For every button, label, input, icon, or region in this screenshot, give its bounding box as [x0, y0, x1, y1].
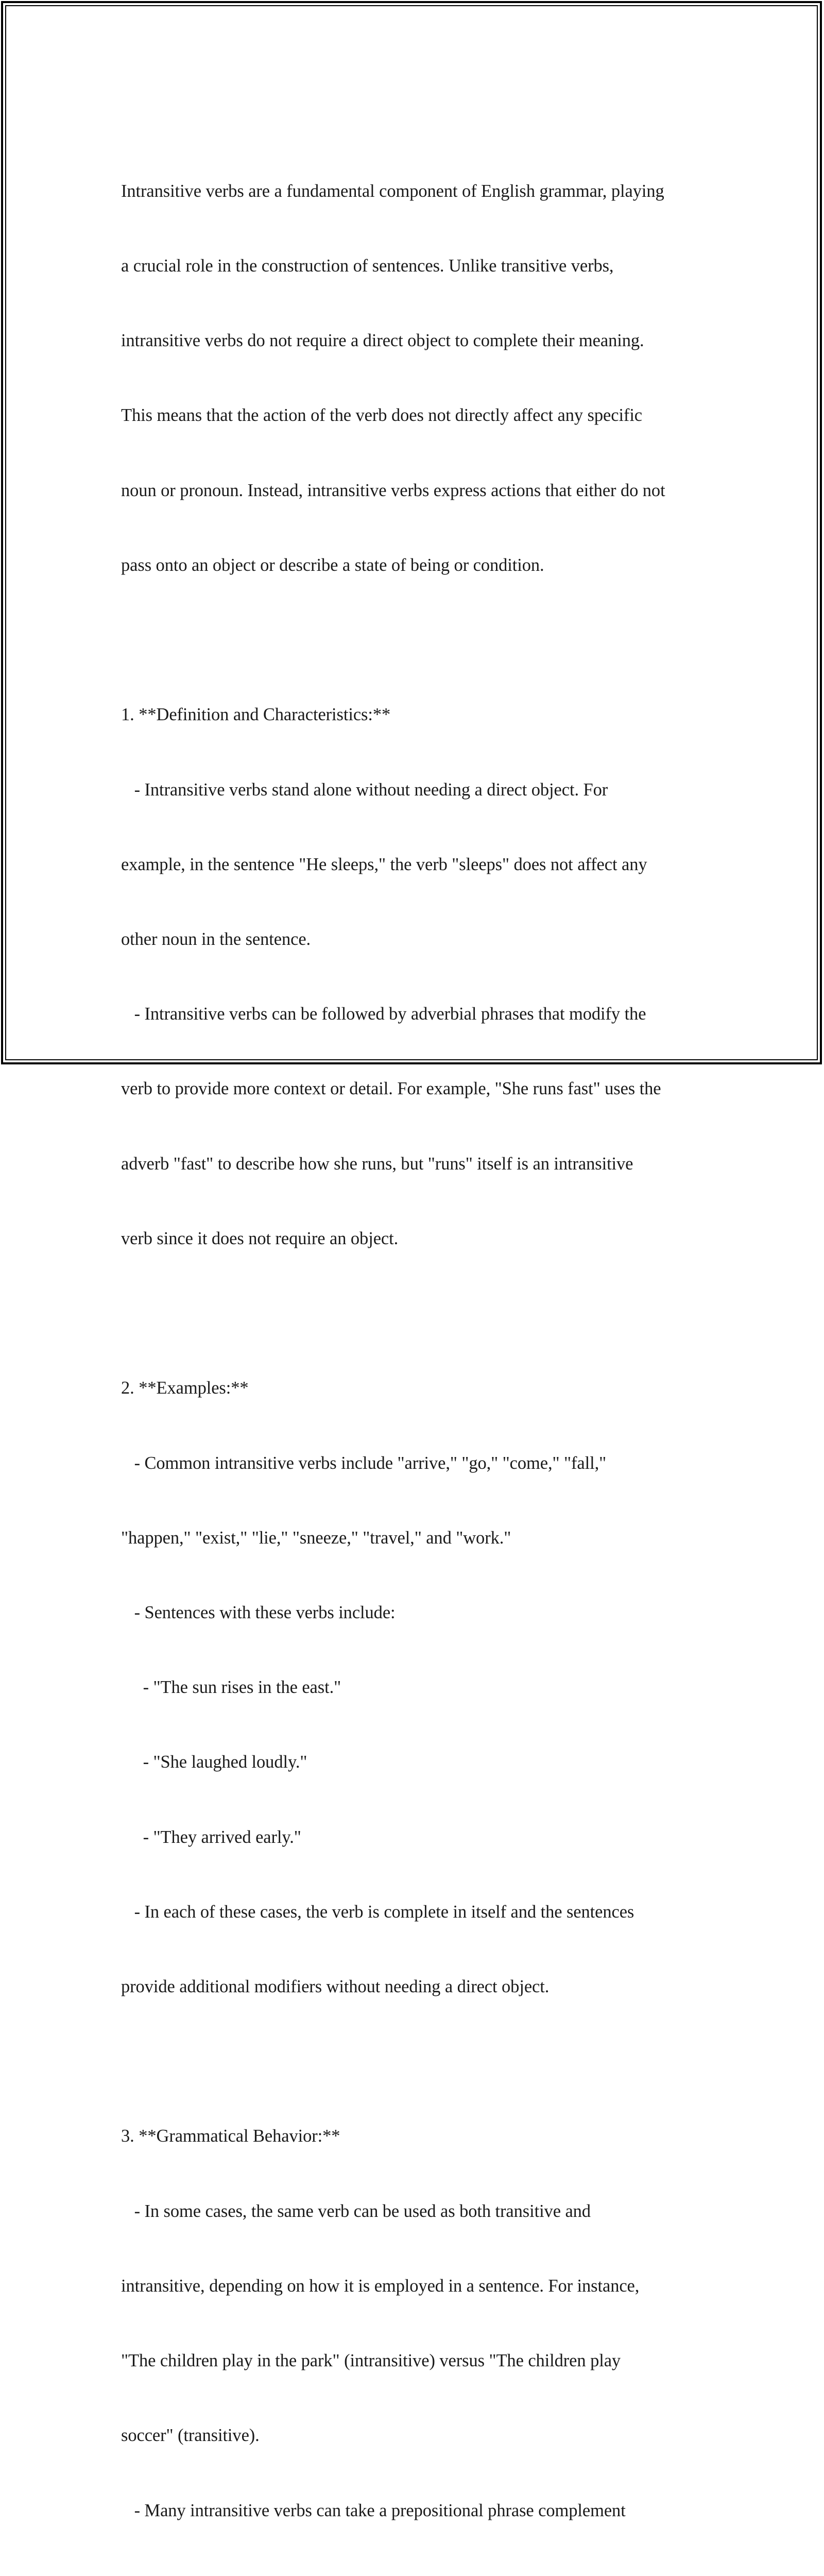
text-line: Intransitive verbs are a fundamental component of English grammar, playing — [121, 181, 664, 201]
text-line: - In each of these cases, the verb is complete in itself and the sentences — [121, 1902, 634, 1922]
text-line: - In some cases, the same verb can be used as both transitive and — [121, 2201, 591, 2221]
text-line: - "She laughed loudly." — [121, 1752, 307, 1772]
text-line: example, in the sentence "He sleeps," the verb "sleeps" does not affect any — [121, 854, 647, 874]
blank-line — [121, 1301, 718, 1326]
document-body — [121, 129, 718, 2576]
text-line: noun or pronoun. Instead, intransitive verbs express actions that either do not — [121, 480, 665, 500]
text-line: "happen," "exist," "lie," "sneeze," "travel," and "work." — [121, 1528, 511, 1548]
section-heading: 1. **Definition and Characteristics:** — [121, 705, 391, 725]
text-line: verb since it does not require an object. — [121, 1228, 399, 1248]
text-line: a crucial role in the construction of sentences. Unlike transitive verbs, — [121, 256, 614, 276]
section-heading: 3. **Grammatical Behavior:** — [121, 2126, 340, 2146]
text-line: - "They arrived early." — [121, 1827, 301, 1847]
text-line: This means that the action of the verb does not directly affect any specific — [121, 405, 643, 426]
text-line: - Sentences with these verbs include: — [121, 1602, 396, 1622]
text-line — [121, 2573, 718, 2576]
text-line: - Intransitive verbs stand alone without needing a direct object. For — [121, 779, 608, 800]
text-line: intransitive, depending on how it is employed in a sentence. For instance, — [121, 2276, 640, 2296]
text-line: - Many intransitive verbs can take a prepositional phrase complement — [121, 2500, 626, 2520]
text-line: "The children play in the park" (intransitive) versus "The children play — [121, 2351, 621, 2371]
text-line: intransitive verbs do not require a direct object to complete their meaning. — [121, 331, 644, 351]
text-line: verb to provide more context or detail. For example, "She runs fast" uses the — [121, 1079, 661, 1099]
text-line: pass onto an object or describe a state of being or condition. — [121, 555, 544, 575]
text-line: - Common intransitive verbs include "arrive," "go," "come," "fall," — [121, 1453, 607, 1473]
blank-line — [121, 628, 718, 652]
section-heading: 2. **Examples:** — [121, 1378, 249, 1398]
text-line: other noun in the sentence. — [121, 929, 311, 949]
text-line: adverb "fast" to describe how she runs, but "runs" itself is an intransitive — [121, 1154, 633, 1174]
text-line: provide additional modifiers without needing a direct object. — [121, 1977, 550, 1997]
text-line: - Intransitive verbs can be followed by adverbial phrases that modify the — [121, 1004, 646, 1024]
text-line: soccer" (transitive). — [121, 2426, 260, 2446]
blank-line — [121, 2049, 718, 2074]
text-line: - "The sun rises in the east." — [121, 1677, 341, 1698]
